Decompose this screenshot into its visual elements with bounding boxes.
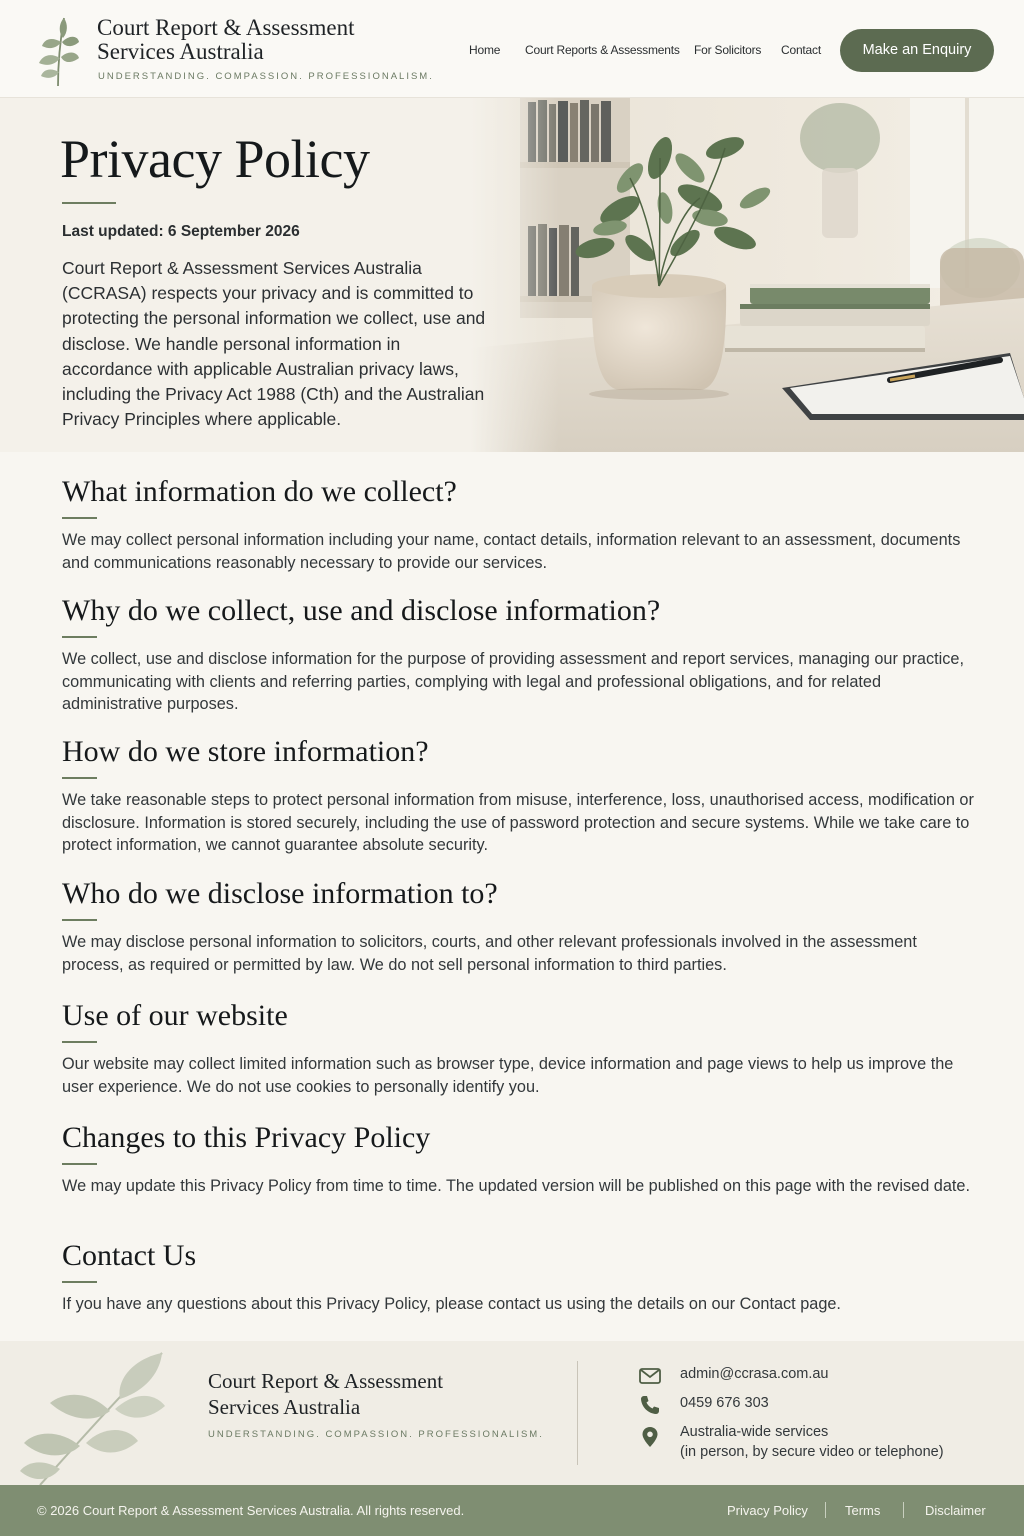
location-text [680,1422,944,1462]
hero-plant-desk-image [470,98,1024,452]
footer-link-terms[interactable]: Terms [845,1503,881,1518]
footer-tagline: UNDERSTANDING. COMPASSION. PROFESSIONALISM. [208,1429,544,1440]
leaf-decoration-icon [20,1351,170,1485]
footer-brand-line2: Services Australia [208,1395,361,1419]
brand-name-line2: Services Australia [97,39,264,64]
section-rule [62,919,97,921]
section-rule [62,1163,97,1165]
phone-icon [638,1393,662,1417]
section-body: If you have any questions about this Privacy Policy, please contact us using the details on our Contact page. [62,1295,841,1313]
section-heading: Why do we collect, use and disclose information? [62,594,661,627]
nav-for-solicitors[interactable]: For Solicitors [694,43,762,57]
section-body: Our website may collect limited information such as browser type, device information and page views to help us improve the user experience. We do not use cookies to personally identify you. [62,1055,954,1096]
footer-brand-name [208,1368,488,1420]
section-heading: Who do we disclose information to? [62,877,498,910]
location-line2: (in person, by secure video or telephone) [680,1444,944,1460]
section-heading: Contact Us [62,1239,197,1272]
section-storage [62,734,982,857]
site-footer [0,1341,1024,1485]
nav-contact[interactable]: Contact [781,43,821,57]
last-updated: Last updated: 6 September 2026 [62,223,300,240]
hero-section [0,98,1024,452]
footer-link-disclaimer[interactable]: Disclaimer [925,1503,986,1518]
location-line1: Australia-wide services [680,1424,829,1440]
section-heading: Use of our website [62,999,288,1032]
brand-name-line1: Court Report & Assessment [97,15,355,40]
section-body: We take reasonable steps to protect personal information from misuse, interference, loss, unauthorised access, modification or disclosure. Information is stored securely, including the use of password protection and secure systems. While we take care to protect information, we cannot guarantee absolute security. [62,791,974,855]
section-body: We collect, use and disclose information for the purpose of providing assessment and report services, managing our practice, communicating with clients and referring parties, complying with legal and professional obligations, and for related administrative purposes. [62,650,964,714]
phone-number[interactable]: 0459 676 303 [680,1395,769,1411]
section-purpose [62,593,982,716]
section-rule [62,777,97,779]
section-heading: What information do we collect? [62,475,457,508]
section-website [62,998,982,1098]
section-body: We may disclose personal information to solicitors, courts, and other relevant professionals involved in the assessment process, as required or permitted by law. We do not sell personal information to third parties. [62,933,917,974]
section-rule [62,1041,97,1043]
section-body: We may collect personal information including your name, contact details, information relevant to an assessment, documents and communications reasonably necessary to provide our services. [62,531,961,572]
page-title: Privacy Policy [60,129,370,189]
mail-icon [638,1364,662,1388]
section-rule [62,517,97,519]
section-rule [62,636,97,638]
link-separator [825,1502,826,1518]
section-heading: Changes to this Privacy Policy [62,1121,431,1154]
site-header [0,0,1024,98]
copyright-text: © 2026 Court Report & Assessment Services Australia. All rights reserved. [37,1503,465,1518]
brand-tagline: UNDERSTANDING. COMPASSION. PROFESSIONALISM. [98,71,434,82]
section-rule [62,1281,97,1283]
section-body: We may update this Privacy Policy from time to time. The updated version will be published on this page with the revised date. [62,1177,970,1195]
email-address[interactable]: admin@ccrasa.com.au [680,1366,829,1382]
section-heading: How do we store information? [62,735,429,768]
footer-brand-line1: Court Report & Assessment [208,1369,444,1393]
section-collect [62,474,982,574]
section-disclosure [62,876,982,976]
intro-paragraph: Court Report & Assessment Services Australia (CCRASA) respects your privacy and is committed to protecting the personal information we collect, use and disclose. We handle personal information in accordance with applicable Australian privacy laws, including the Privacy Act 1988 (Cth) and the Australian Privacy Principles where applicable. [62,258,486,430]
footer-divider [577,1361,578,1465]
section-changes [62,1120,982,1198]
title-underline [62,202,116,204]
footer-bottom-bar [0,1485,1024,1536]
location-pin-icon [638,1425,662,1449]
section-contact [62,1238,982,1316]
make-enquiry-button[interactable]: Make an Enquiry [840,29,994,72]
nav-court-reports[interactable]: Court Reports & Assessments [525,43,680,57]
link-separator [903,1502,904,1518]
nav-home[interactable]: Home [469,43,501,57]
footer-link-privacy[interactable]: Privacy Policy [727,1503,808,1518]
